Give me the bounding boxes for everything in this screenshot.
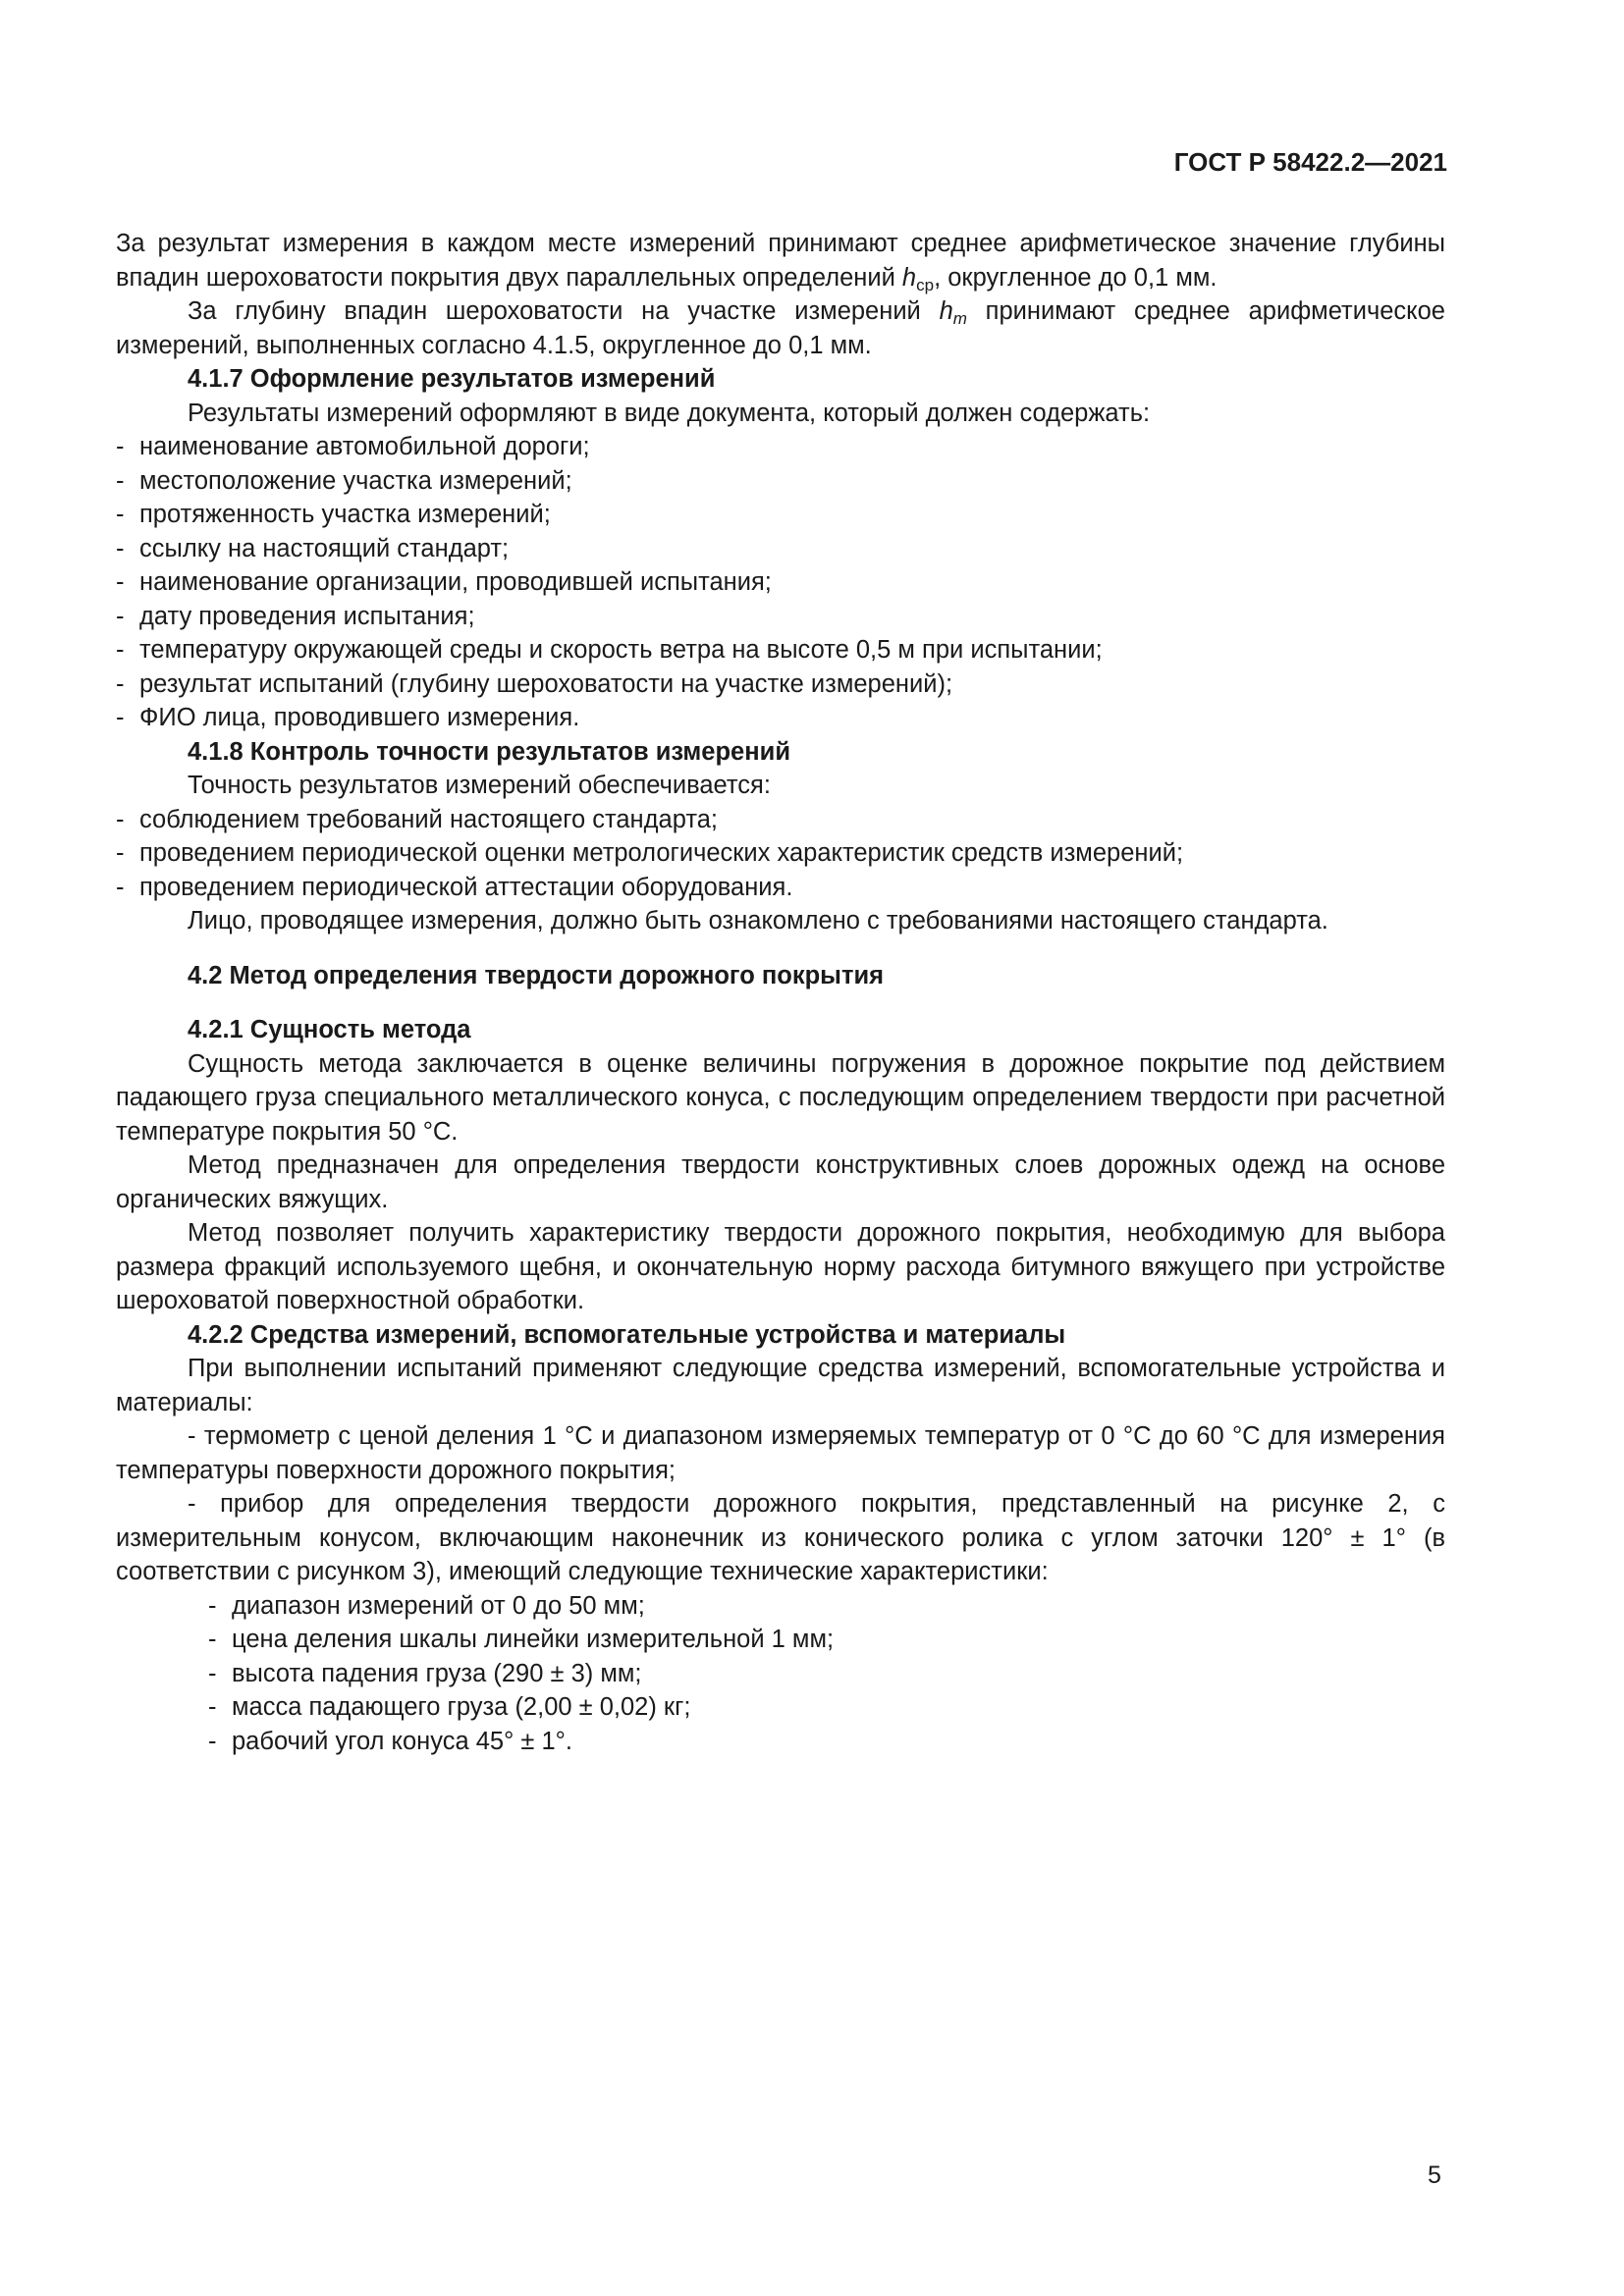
- subscript: m: [952, 309, 967, 328]
- symbol-h: h: [939, 297, 953, 325]
- page-number: 5: [1428, 2162, 1441, 2189]
- paragraph: За результат измерения в каждом месте измерений принимают среднее арифметическое значение глубины впадин шероховатости покрытия двух параллельных определений $h_{ср}$, округленное до 0,1 мм.: [116, 230, 1445, 294]
- list-item: - проведением периодической аттестации оборудования.: [116, 873, 793, 901]
- paragraph: - прибор для определения твердости дорожного покрытия, представленный на рисунке 2, с измерительным конусом, включающим наконечник из конического ролика с углом заточки 120° ± 1° (в соответствии с рисунком 3), имеющий следующие технические характеристики:: [116, 1490, 1445, 1585]
- list-item: - результат испытаний (глубину шероховатости на участке измерений);: [116, 669, 953, 698]
- list-item: - масса падающего груза (2,00 ± 0,02) кг;: [208, 1693, 691, 1721]
- list-item: - диапазон измерений от 0 до 50 мм;: [208, 1591, 645, 1620]
- list-item: - температуру окружающей среды и скорость ветра на высоте 0,5 м при испытании;: [116, 636, 1103, 664]
- symbol-h: h: [901, 263, 917, 292]
- list-item: - местоположение участка измерений;: [116, 466, 572, 495]
- paragraph: Сущность метода заключается в оценке величины погружения в дорожное покрытие под действием падающего груза специального металлического конуса, с последующим определением твердости при расчетной температуре покрытия 50 °С.: [116, 1049, 1445, 1146]
- section-closing: Лицо, проводящее измерения, должно быть ознакомлено с требованиями настоящего стандарта.: [188, 907, 1328, 934]
- list-item: - ссылку на настоящий стандарт;: [116, 534, 510, 562]
- subscript: ср: [916, 275, 935, 294]
- document-header: ГОСТ Р 58422.2—2021: [1173, 147, 1447, 177]
- section-heading-4-2: 4.2 Метод определения твердости дорожного покрытия: [188, 961, 885, 989]
- list-item: - наименование организации, проводившей испытания;: [116, 568, 772, 596]
- list-item: - цена деления шкалы линейки измерительной 1 мм;: [208, 1626, 835, 1653]
- requirements-list: [116, 430, 1445, 735]
- section-heading-4-2-2: 4.2.2 Средства измерений, вспомогательные устройства и материалы: [188, 1320, 1066, 1349]
- document-body: [116, 227, 1445, 1758]
- list-item: - дату проведения испытания;: [116, 602, 475, 630]
- section-lead: Результаты измерений оформляют в виде документа, который должен содержать:: [188, 399, 1151, 427]
- list-item: - наименование автомобильной дороги;: [116, 433, 590, 460]
- list-item: - ФИО лица, проводившего измерения.: [116, 704, 580, 731]
- section-heading-4-1-8: 4.1.8 Контроль точности результатов измерений: [188, 737, 790, 766]
- section-heading-4-1-7: 4.1.7 Оформление результатов измерений: [188, 365, 716, 393]
- characteristics-list: [116, 1589, 1445, 1759]
- paragraph: За глубину впадин шероховатости на участке измерений $h_m$ принимают среднее арифметическое измерений, выполненных согласно 4.1.5, округленное до 0,1 мм.: [116, 297, 1445, 359]
- list-item: - проведением периодической оценки метрологических характеристик средств измерений;: [116, 839, 1184, 867]
- section-heading-4-2-1: 4.2.1 Сущность метода: [188, 1016, 471, 1043]
- section-lead: Точность результатов измерений обеспечивается:: [188, 772, 771, 799]
- paragraph: При выполнении испытаний применяют следующие средства измерений, вспомогательные устройства и материалы:: [116, 1355, 1445, 1416]
- list-item: - протяженность участка измерений;: [116, 501, 551, 528]
- paragraph: Метод позволяет получить характеристику твердости дорожного покрытия, необходимую для выбора размера фракций используемого щебня, и окончательную норму расхода битумного вяжущего при устройстве шероховатой поверхностной обработки.: [116, 1219, 1445, 1314]
- list-item: - высота падения груза (290 ± 3) мм;: [208, 1659, 642, 1687]
- accuracy-list: [116, 803, 1445, 905]
- paragraph: Метод предназначен для определения твердости конструктивных слоев дорожных одежд на основе органических вяжущих.: [116, 1151, 1445, 1213]
- list-item: - соблюдением требований настоящего стандарта;: [116, 805, 718, 833]
- paragraph: - термометр с ценой деления 1 °С и диапазоном измеряемых температур от 0 °С до 60 °С для измерения температуры поверхности дорожного покрытия;: [116, 1422, 1445, 1484]
- list-item: - рабочий угол конуса 45° ± 1°.: [208, 1727, 572, 1755]
